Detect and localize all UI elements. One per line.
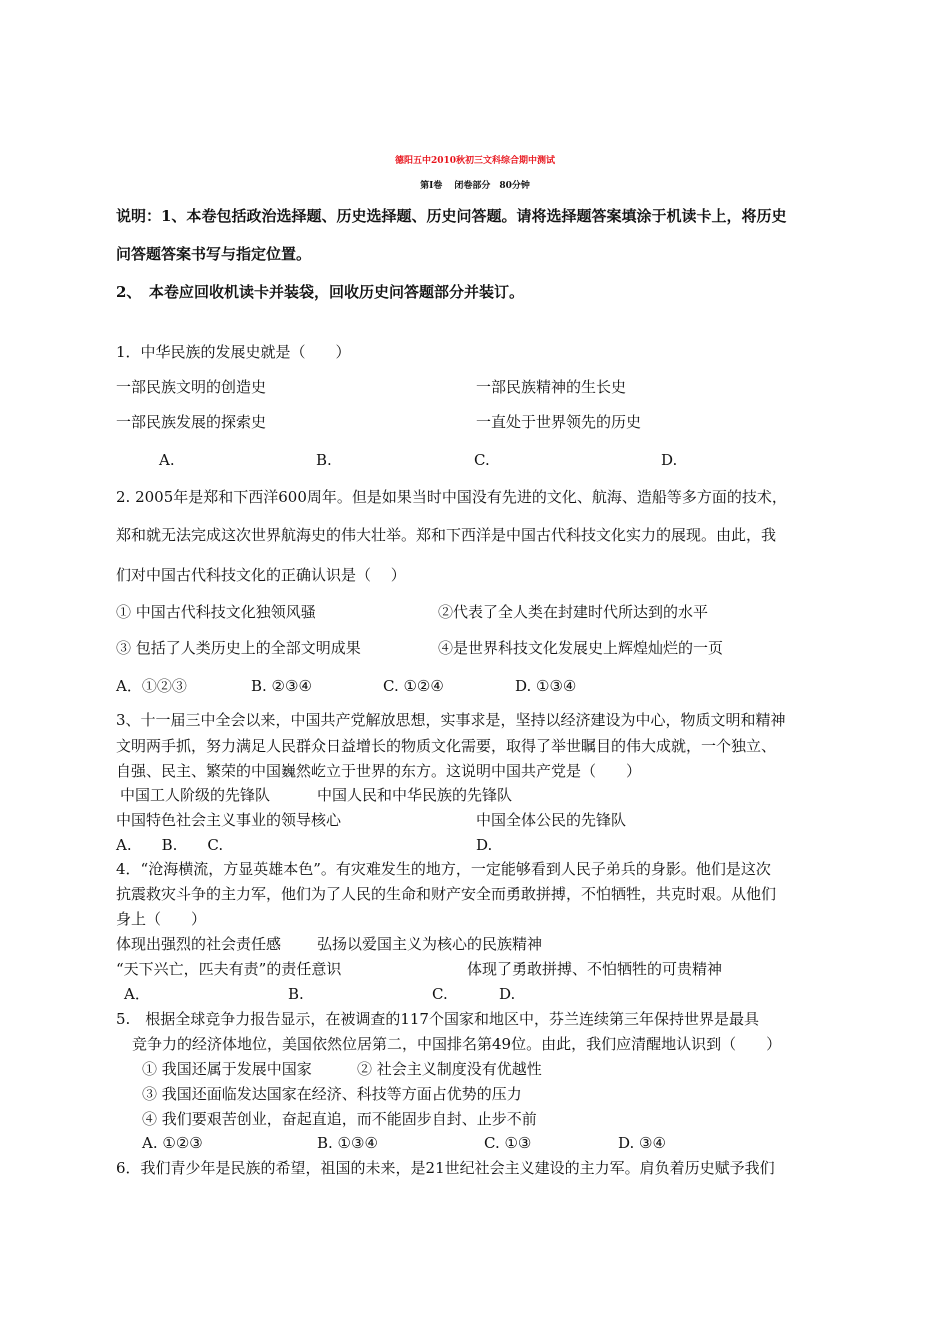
q4-option-1: 体现出强烈的社会责任感 — [116, 935, 282, 953]
instructions-line-1: 说明：1、本卷包括政治选择题、历史选择题、历史问答题。请将选择题答案填涂于机读卡上，将历史 — [116, 207, 787, 225]
instructions-line-2: 问答题答案书写与指定位置。 — [116, 245, 312, 263]
q5-stem-line-1: 5. 根据全球竞争力报告显示，在被调查的117个国家和地区中，芬兰连续第三年保持世界是最具 — [116, 1010, 759, 1028]
q3-choices-abc: A. B. C. — [116, 836, 224, 854]
q1-option-3: 一部民族发展的探索史 — [116, 413, 267, 431]
q2-stem-line-3: 们对中国古代科技文化的正确认识是（ ） — [116, 566, 406, 584]
q3-option-2: 中国人民和中华民族的先锋队 — [317, 786, 513, 804]
q2-statement-2: ②代表了全人类在封建时代所达到的水平 — [438, 603, 709, 621]
q4-choice-b: B. — [288, 985, 304, 1003]
exam-subtitle: 第Ⅰ卷 闭卷部分 80分钟 — [420, 181, 530, 191]
q4-stem-line-3: 身上（ ） — [116, 910, 207, 928]
q2-statement-4: ④是世界科技文化发展史上辉煌灿烂的一页 — [438, 639, 724, 657]
q2-statement-1: ① 中国古代科技文化独领风骚 — [116, 603, 316, 621]
q2-choice-d: D. ①③④ — [515, 677, 577, 695]
q2-stem-line-2: 郑和就无法完成这次世界航海史的伟大壮举。郑和下西洋是中国古代科技文化实力的展现。由此，我 — [116, 526, 777, 544]
q5-choice-c: C. ①③ — [484, 1134, 532, 1152]
q4-choice-c: C. — [432, 985, 448, 1003]
q3-stem-line-1: 3、十一届三中全会以来，中国共产党解放思想，实事求是，坚持以经济建设为中心，物质文明和精神 — [116, 711, 786, 729]
q2-choice-c: C. ①②④ — [383, 677, 444, 695]
instructions-line-3: 2、 本卷应回收机读卡并装袋，回收历史问答题部分并装订。 — [116, 283, 524, 301]
q4-choice-d: D. — [499, 985, 516, 1003]
q4-stem-line-2: 抗震救灾斗争的主力军，他们为了人民的生命和财产安全而勇敢拼搏，不怕牺牲，共克时艰。从他们 — [116, 885, 777, 903]
q3-choice-d: D. — [476, 836, 493, 854]
q4-stem-line-1: 4．“沧海横流，方显英雄本色”。有灾难发生的地方，一定能够看到人民子弟兵的身影。他们是这次 — [116, 860, 771, 878]
exam-title: 德阳五中2010秋初三文科综合期中测试 — [394, 156, 556, 166]
q1-choice-b: B. — [316, 451, 332, 469]
q5-choice-a: A. ①②③ — [142, 1134, 203, 1152]
q1-option-2: 一部民族精神的生长史 — [476, 378, 627, 396]
q1-option-1: 一部民族文明的创造史 — [116, 378, 267, 396]
q5-stem-line-2: 竞争力的经济体地位，美国依然位居第二，中国排名第49位。由此，我们应清醒地认识到（ ） — [132, 1035, 782, 1053]
q5-statement-1: ① 我国还属于发展中国家 — [142, 1060, 312, 1078]
q3-stem-line-2: 文明两手抓，努力满足人民群众日益增长的物质文化需要，取得了举世瞩目的伟大成就，一个独立、 — [116, 737, 777, 755]
q4-option-4: 体现了勇敢拼搏、不怕牺牲的可贵精神 — [467, 960, 723, 978]
q2-statement-3: ③ 包括了人类历史上的全部文明成果 — [116, 639, 361, 657]
q3-stem-line-3: 自强、民主、繁荣的中国巍然屹立于世界的东方。这说明中国共产党是（ ） — [116, 762, 642, 780]
q5-choice-b: B. ①③④ — [317, 1134, 378, 1152]
q1-stem: 1．中华民族的发展史就是（ ） — [116, 343, 351, 361]
q4-option-2: 弘扬以爱国主义为核心的民族精神 — [317, 935, 543, 953]
q3-option-3: 中国特色社会主义事业的领导核心 — [116, 811, 342, 829]
q1-option-4: 一直处于世界领先的历史 — [476, 413, 642, 431]
q5-statement-3: ③ 我国还面临发达国家在经济、科技等方面占优势的压力 — [142, 1085, 522, 1103]
q2-choice-b: B. ②③④ — [251, 677, 312, 695]
q5-statement-4: ④ 我们要艰苦创业，奋起直追，而不能固步自封、止步不前 — [142, 1110, 537, 1128]
q1-choice-a: A. — [159, 451, 175, 469]
q2-stem-line-1: 2. 2005年是郑和下西洋600周年。但是如果当时中国没有先进的文化、航海、造船等多方面的技术， — [116, 488, 787, 506]
q3-option-1: 中国工人阶级的先锋队 — [120, 786, 271, 804]
q2-choice-a: A．①②③ — [116, 677, 187, 695]
q5-choice-d: D. ③④ — [618, 1134, 666, 1152]
q4-option-3: “天下兴亡，匹夫有责”的责任意识 — [116, 960, 342, 978]
q1-choice-c: C. — [474, 451, 490, 469]
q4-choice-a: A． — [124, 985, 150, 1003]
q5-statement-2: ② 社会主义制度没有优越性 — [357, 1060, 542, 1078]
q1-choice-d: D. — [661, 451, 678, 469]
q3-option-4: 中国全体公民的先锋队 — [476, 811, 627, 829]
q6-stem-line-1: 6．我们青少年是民族的希望，祖国的未来，是21世纪社会主义建设的主力军。肩负着历史赋予我们 — [116, 1159, 775, 1177]
